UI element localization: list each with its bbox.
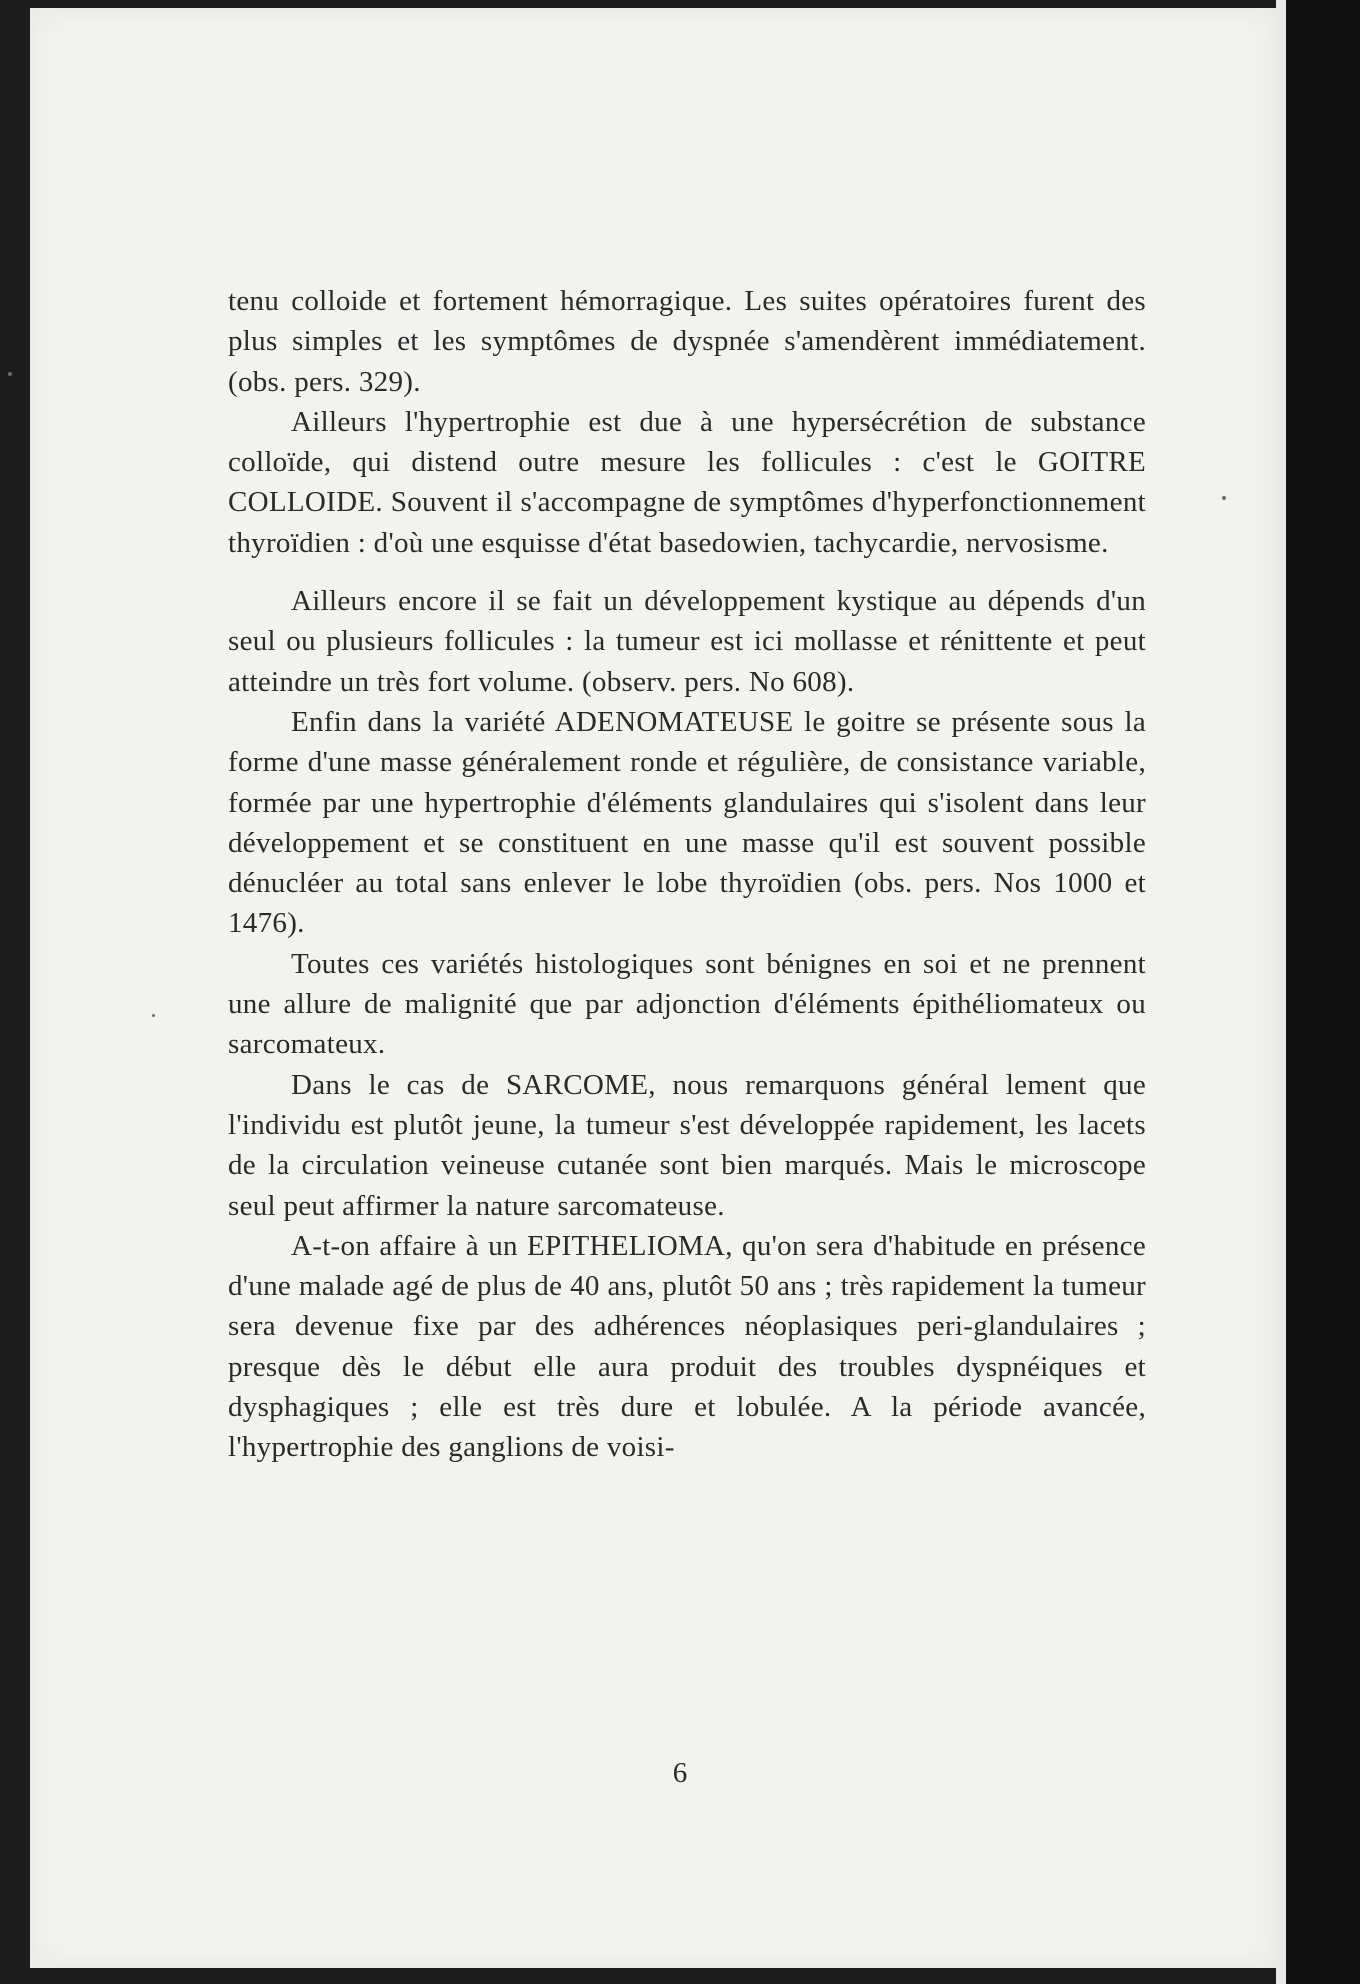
scan-speck <box>1222 496 1226 500</box>
paragraph: Dans le cas de SARCOME, nous remarquons général lement que l'individu est plutôt jeune, la tumeur s'est développée rapidement, les lacets de la circulation veineuse cutanée sont bien marqués. Mais le microscope seul peut affirmer la nature sarcomateuse. <box>228 1068 1146 1222</box>
paragraph: Ailleurs l'hypertrophie est due à une hypersécrétion de substance colloïde, qui distend outre mesure les follicules : c'est le GOITRE COLLOIDE. Souvent il s'accompagne de symptômes d'hyperfonctionnement thyroïdien : d'où une esquisse d'état basedowien, tachycardie, nervosisme. <box>228 405 1146 559</box>
body-text <box>228 281 1146 1468</box>
scan-speck <box>8 372 12 376</box>
scan-border <box>1286 0 1360 1984</box>
paragraph: Toutes ces variétés histologiques sont bénignes en soi et ne prennent une allure de malignité que par adjonction d'éléments épithéliomateux ou sarcomateux. <box>228 947 1146 1061</box>
paragraph: A-t-on affaire à un EPITHELIOMA, qu'on sera d'habitude en présence d'une malade agé de plus de 40 ans, plutôt 50 ans ; très rapidement la tumeur sera devenue fixe par des adhérences néoplasiques peri-glandulaires ; presque dès le début elle aura produit des troubles dyspnéiques et dysphagiques ; elle est très dure et lobulée. A la période avancée, l'hypertrophie des ganglions de voisi- <box>228 1229 1146 1464</box>
page-number: 6 <box>672 1757 688 1789</box>
paragraph: tenu colloide et fortement hémorragique. Les suites opératoires furent des plus simples et les symptômes de dyspnée s'amendèrent immédiatement. (obs. pers. 329). <box>228 285 1146 398</box>
paragraph: Enfin dans la variété ADENOMATEUSE le goitre se présente sous la forme d'une masse généralement ronde et régulière, de consistance variable, formée par une hypertrophie d'éléments glandulaires qui s'isolent dans leur développement et se constituent en une masse qu'il est souvent possible dénucléer au total sans enlever le lobe thyroïdien (obs. pers. Nos 1000 et 1476). <box>228 705 1146 940</box>
paragraph: Ailleurs encore il se fait un développement kystique au dépends d'un seul ou plusieurs follicules : la tumeur est ici mollasse et rénittente et peut atteindre un très fort volume. (observ. pers. No 608). <box>228 585 1146 698</box>
page-gutter <box>1276 0 1286 1984</box>
scan-speck <box>152 1014 155 1017</box>
